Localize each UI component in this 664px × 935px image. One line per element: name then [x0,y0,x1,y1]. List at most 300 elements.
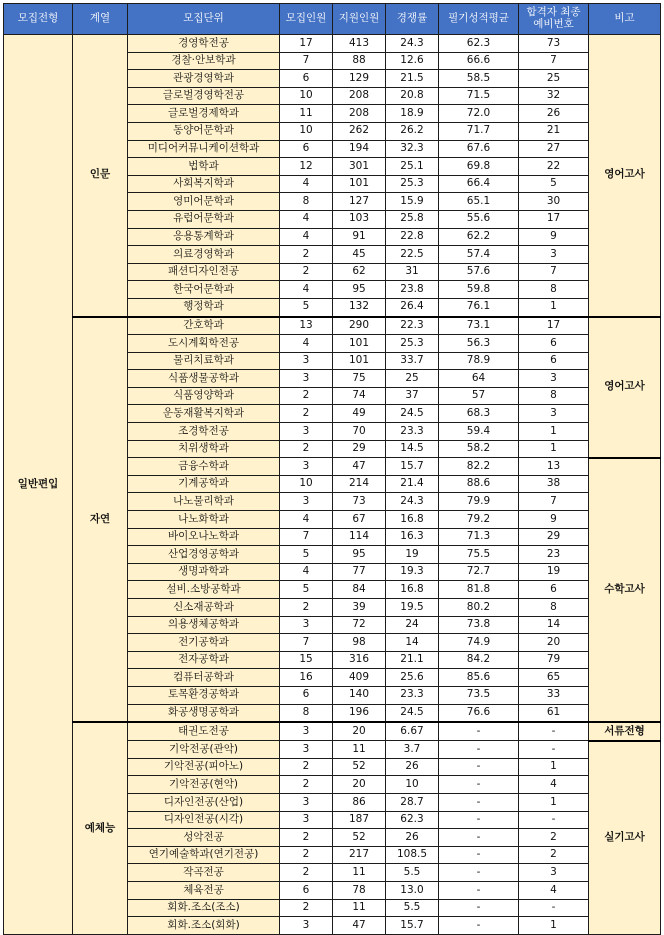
department-cell: 의용생체공학과 [128,616,280,634]
quota-cell: 3 [280,722,333,741]
applicants-cell: 86 [333,794,386,812]
table-row [4,35,661,53]
applicants-cell: 62 [333,263,386,281]
quota-cell: 6 [280,882,333,900]
applicants-cell: 47 [333,458,386,476]
department-cell: 글로벌경제학과 [128,105,280,123]
quota-cell: 2 [280,263,333,281]
written-score-average-cell: 74.9 [439,634,519,652]
table-header [4,4,661,35]
competition-rate-cell: 16.3 [386,528,439,546]
written-score-average-cell: 79.9 [439,493,519,511]
written-score-average-cell: 76.6 [439,704,519,722]
final-waitlist-number-cell: 13 [519,458,589,476]
written-score-average-cell: 59.4 [439,423,519,441]
competition-rate-cell: 23.8 [386,281,439,299]
quota-cell: 5 [280,298,333,316]
final-waitlist-number-cell: 2 [519,846,589,864]
final-waitlist-number-cell: - [519,741,589,759]
applicants-cell: 84 [333,581,386,599]
quota-cell: 10 [280,87,333,105]
applicants-cell: 187 [333,811,386,829]
department-cell: 기악전공(관악) [128,741,280,759]
written-score-average-cell: 68.3 [439,405,519,423]
field-cell: 예체능 [73,722,128,934]
competition-rate-cell: 25.8 [386,210,439,228]
final-waitlist-number-cell: 61 [519,704,589,722]
applicants-cell: 301 [333,158,386,176]
written-score-average-cell: 88.6 [439,475,519,493]
department-cell: 태권도전공 [128,722,280,741]
applicants-cell: 196 [333,704,386,722]
written-score-average-cell: 73.1 [439,317,519,335]
competition-rate-cell: 108.5 [386,846,439,864]
competition-rate-cell: 25.1 [386,158,439,176]
department-cell: 미디어커뮤니케이션학과 [128,140,280,158]
department-cell: 나노화학과 [128,511,280,529]
competition-rate-cell: 22.5 [386,246,439,264]
applicants-cell: 52 [333,758,386,776]
written-score-average-cell: - [439,829,519,847]
department-cell: 패션디자인전공 [128,263,280,281]
department-cell: 식품생물공학과 [128,370,280,388]
written-score-average-cell: 55.6 [439,210,519,228]
written-score-average-cell: 80.2 [439,599,519,617]
field-cell: 인문 [73,35,128,317]
applicants-cell: 129 [333,70,386,88]
competition-rate-cell: 19 [386,546,439,564]
department-cell: 토목환경공학과 [128,686,280,704]
quota-cell: 2 [280,846,333,864]
department-cell: 생명과학과 [128,563,280,581]
remarks-cell: 영어고사 [589,35,661,317]
final-waitlist-number-cell: 3 [519,370,589,388]
remarks-cell: 실기고사 [589,741,661,935]
final-waitlist-number-cell: 32 [519,87,589,105]
written-score-average-cell: - [439,776,519,794]
written-score-average-cell: 81.8 [439,581,519,599]
applicants-cell: 77 [333,563,386,581]
quota-cell: 2 [280,829,333,847]
quota-cell: 12 [280,158,333,176]
written-score-average-cell: 67.6 [439,140,519,158]
applicants-cell: 74 [333,387,386,405]
written-score-average-cell: 58.2 [439,440,519,458]
quota-cell: 11 [280,105,333,123]
competition-rate-cell: 21.5 [386,70,439,88]
quota-cell: 2 [280,440,333,458]
department-cell: 전기공학과 [128,634,280,652]
department-cell: 한국어문학과 [128,281,280,299]
department-cell: 조경학전공 [128,423,280,441]
quota-cell: 5 [280,581,333,599]
competition-rate-cell: 26 [386,829,439,847]
applicants-cell: 208 [333,87,386,105]
competition-rate-cell: 24.5 [386,704,439,722]
written-score-average-cell: 73.5 [439,686,519,704]
quota-cell: 2 [280,405,333,423]
written-score-average-cell: 72.7 [439,563,519,581]
department-cell: 간호학과 [128,317,280,335]
competition-rate-cell: 3.7 [386,741,439,759]
quota-cell: 2 [280,599,333,617]
final-waitlist-number-cell: 27 [519,140,589,158]
table-body [4,35,661,935]
quota-cell: 15 [280,651,333,669]
final-waitlist-number-cell: - [519,899,589,917]
quota-cell: 3 [280,423,333,441]
competition-rate-cell: 5.5 [386,899,439,917]
competition-rate-cell: 15.7 [386,458,439,476]
quota-cell: 6 [280,140,333,158]
applicants-cell: 316 [333,651,386,669]
applicants-cell: 29 [333,440,386,458]
competition-rate-cell: 15.7 [386,917,439,935]
quota-cell: 2 [280,758,333,776]
quota-cell: 3 [280,616,333,634]
competition-rate-cell: 37 [386,387,439,405]
quota-cell: 4 [280,210,333,228]
final-waitlist-number-cell: 73 [519,35,589,53]
written-score-average-cell: 73.8 [439,616,519,634]
department-cell: 화공생명공학과 [128,704,280,722]
written-score-average-cell: 57.6 [439,263,519,281]
quota-cell: 3 [280,370,333,388]
final-waitlist-number-cell: 6 [519,581,589,599]
applicants-cell: 11 [333,741,386,759]
final-waitlist-number-cell: - [519,811,589,829]
applicants-cell: 208 [333,105,386,123]
department-cell: 전자공학과 [128,651,280,669]
quota-cell: 7 [280,634,333,652]
written-score-average-cell: 66.6 [439,52,519,70]
written-score-average-cell: - [439,758,519,776]
quota-cell: 7 [280,52,333,70]
final-waitlist-number-cell: 65 [519,669,589,687]
department-cell: 신소재공학과 [128,599,280,617]
department-cell: 행정학과 [128,298,280,316]
competition-rate-cell: 24.5 [386,405,439,423]
written-score-average-cell: 71.5 [439,87,519,105]
final-waitlist-number-cell: 4 [519,882,589,900]
competition-rate-cell: 22.3 [386,317,439,335]
remarks-cell: 수학고사 [589,458,661,722]
written-score-average-cell: 64 [439,370,519,388]
quota-cell: 6 [280,70,333,88]
department-cell: 법학과 [128,158,280,176]
final-waitlist-number-cell: 3 [519,246,589,264]
applicants-cell: 11 [333,899,386,917]
applicants-cell: 132 [333,298,386,316]
header-remarks: 비고 [589,4,661,35]
competition-rate-cell: 19.3 [386,563,439,581]
applicants-cell: 67 [333,511,386,529]
applicants-cell: 140 [333,686,386,704]
final-waitlist-number-cell: 17 [519,210,589,228]
written-score-average-cell: - [439,899,519,917]
quota-cell: 4 [280,335,333,353]
applicants-cell: 98 [333,634,386,652]
final-waitlist-number-cell: 3 [519,405,589,423]
final-waitlist-number-cell: 4 [519,776,589,794]
applicants-cell: 95 [333,281,386,299]
quota-cell: 17 [280,35,333,53]
applicants-cell: 101 [333,352,386,370]
field-cell: 자연 [73,317,128,723]
competition-rate-cell: 16.8 [386,511,439,529]
written-score-average-cell: 72.0 [439,105,519,123]
written-score-average-cell: 57.4 [439,246,519,264]
competition-rate-cell: 12.6 [386,52,439,70]
competition-rate-cell: 18.9 [386,105,439,123]
written-score-average-cell: - [439,882,519,900]
final-waitlist-number-cell: 8 [519,599,589,617]
written-score-average-cell: - [439,846,519,864]
competition-rate-cell: 5.5 [386,864,439,882]
written-score-average-cell: 66.4 [439,175,519,193]
department-cell: 산업경영공학과 [128,546,280,564]
header-final-waitlist-number [519,4,589,35]
department-cell: 기계공학과 [128,475,280,493]
written-score-average-cell: 85.6 [439,669,519,687]
applicants-cell: 217 [333,846,386,864]
final-waitlist-number-cell: 20 [519,634,589,652]
applicants-cell: 214 [333,475,386,493]
written-score-average-cell: 71.7 [439,122,519,140]
written-score-average-cell: - [439,917,519,935]
quota-cell: 5 [280,546,333,564]
applicants-cell: 39 [333,599,386,617]
quota-cell: 7 [280,528,333,546]
header-quota: 모집인원 [280,4,333,35]
competition-rate-cell: 19.5 [386,599,439,617]
department-cell: 작곡전공 [128,864,280,882]
department-cell: 도시계획학전공 [128,335,280,353]
header-final-waitlist-line1: 합격자 최종 [526,6,581,19]
department-cell: 디자인전공(시각) [128,811,280,829]
written-score-average-cell: - [439,864,519,882]
competition-rate-cell: 25.6 [386,669,439,687]
quota-cell: 2 [280,776,333,794]
competition-rate-cell: 13.0 [386,882,439,900]
final-waitlist-number-cell: 5 [519,175,589,193]
final-waitlist-number-cell: 1 [519,298,589,316]
quota-cell: 16 [280,669,333,687]
applicants-cell: 88 [333,52,386,70]
applicants-cell: 127 [333,193,386,211]
final-waitlist-number-cell: 1 [519,917,589,935]
competition-rate-cell: 25.3 [386,175,439,193]
quota-cell: 6 [280,686,333,704]
department-cell: 기악전공(피아노) [128,758,280,776]
department-cell: 컴퓨터공학과 [128,669,280,687]
department-cell: 경영학전공 [128,35,280,53]
department-cell: 유럽어문학과 [128,210,280,228]
competition-rate-cell: 14 [386,634,439,652]
header-field: 계열 [73,4,128,35]
quota-cell: 3 [280,794,333,812]
quota-cell: 2 [280,864,333,882]
final-waitlist-number-cell: 1 [519,758,589,776]
competition-rate-cell: 26.4 [386,298,439,316]
quota-cell: 3 [280,741,333,759]
competition-rate-cell: 21.4 [386,475,439,493]
competition-rate-cell: 20.8 [386,87,439,105]
final-waitlist-number-cell: 23 [519,546,589,564]
written-score-average-cell: - [439,811,519,829]
competition-rate-cell: 14.5 [386,440,439,458]
department-cell: 회화.조소(조소) [128,899,280,917]
written-score-average-cell: - [439,722,519,741]
competition-rate-cell: 33.7 [386,352,439,370]
department-cell: 체육전공 [128,882,280,900]
remarks-cell: 서류전형 [589,722,661,741]
written-score-average-cell: 62.2 [439,228,519,246]
final-waitlist-number-cell: 6 [519,352,589,370]
quota-cell: 8 [280,704,333,722]
department-cell: 식품영양학과 [128,387,280,405]
applicants-cell: 20 [333,776,386,794]
applicants-cell: 409 [333,669,386,687]
competition-rate-cell: 25 [386,370,439,388]
competition-rate-cell: 24.3 [386,493,439,511]
written-score-average-cell: 58.5 [439,70,519,88]
department-cell: 사회복지학과 [128,175,280,193]
applicants-cell: 75 [333,370,386,388]
competition-rate-cell: 16.8 [386,581,439,599]
header-final-waitlist-line2: 예비번호 [533,18,574,30]
department-cell: 동양어문학과 [128,122,280,140]
quota-cell: 4 [280,563,333,581]
header-written-score-average: 필기성적평균 [439,4,519,35]
final-waitlist-number-cell: 1 [519,423,589,441]
department-cell: 회화.조소(회화) [128,917,280,935]
competition-rate-cell: 23.3 [386,686,439,704]
department-cell: 경찰·안보학과 [128,52,280,70]
applicants-cell: 103 [333,210,386,228]
department-cell: 치위생학과 [128,440,280,458]
applicants-cell: 49 [333,405,386,423]
department-cell: 관광경영학과 [128,70,280,88]
applicants-cell: 101 [333,175,386,193]
applicants-cell: 11 [333,864,386,882]
department-cell: 물리치료학과 [128,352,280,370]
department-cell: 글로벌경영학전공 [128,87,280,105]
quota-cell: 4 [280,228,333,246]
written-score-average-cell: 69.8 [439,158,519,176]
written-score-average-cell: 79.2 [439,511,519,529]
competition-rate-cell: 22.8 [386,228,439,246]
final-waitlist-number-cell: 25 [519,70,589,88]
final-waitlist-number-cell: 21 [519,122,589,140]
competition-rate-cell: 31 [386,263,439,281]
competition-rate-cell: 26 [386,758,439,776]
competition-rate-cell: 62.3 [386,811,439,829]
final-waitlist-number-cell: 79 [519,651,589,669]
final-waitlist-number-cell: 30 [519,193,589,211]
competition-rate-cell: 26.2 [386,122,439,140]
applicants-cell: 91 [333,228,386,246]
final-waitlist-number-cell: 2 [519,829,589,847]
applicants-cell: 114 [333,528,386,546]
final-waitlist-number-cell: 3 [519,864,589,882]
final-waitlist-number-cell: 33 [519,686,589,704]
written-score-average-cell: 62.3 [439,35,519,53]
competition-rate-cell: 28.7 [386,794,439,812]
written-score-average-cell: - [439,794,519,812]
final-waitlist-number-cell: 19 [519,563,589,581]
final-waitlist-number-cell: 26 [519,105,589,123]
competition-rate-cell: 24.3 [386,35,439,53]
quota-cell: 13 [280,317,333,335]
final-waitlist-number-cell: 8 [519,281,589,299]
header-department: 모집단위 [128,4,280,35]
applicants-cell: 72 [333,616,386,634]
header-competition-rate: 경쟁률 [386,4,439,35]
quota-cell: 3 [280,811,333,829]
final-waitlist-number-cell: 7 [519,493,589,511]
final-waitlist-number-cell: 9 [519,228,589,246]
written-score-average-cell: - [439,741,519,759]
quota-cell: 4 [280,175,333,193]
written-score-average-cell: 56.3 [439,335,519,353]
final-waitlist-number-cell: - [519,722,589,741]
written-score-average-cell: 82.2 [439,458,519,476]
competition-rate-cell: 23.3 [386,423,439,441]
applicants-cell: 45 [333,246,386,264]
header-admission-type: 모집전형 [4,4,73,35]
remarks-cell: 영어고사 [589,317,661,458]
final-waitlist-number-cell: 9 [519,511,589,529]
final-waitlist-number-cell: 22 [519,158,589,176]
applicants-cell: 95 [333,546,386,564]
quota-cell: 2 [280,246,333,264]
written-score-average-cell: 75.5 [439,546,519,564]
written-score-average-cell: 78.9 [439,352,519,370]
department-cell: 연기예술학과(연기전공) [128,846,280,864]
quota-cell: 10 [280,122,333,140]
written-score-average-cell: 71.3 [439,528,519,546]
final-waitlist-number-cell: 7 [519,263,589,281]
department-cell: 기악전공(현악) [128,776,280,794]
competition-rate-cell: 21.1 [386,651,439,669]
applicants-cell: 290 [333,317,386,335]
competition-rate-cell: 32.3 [386,140,439,158]
applicants-cell: 194 [333,140,386,158]
final-waitlist-number-cell: 6 [519,335,589,353]
quota-cell: 3 [280,458,333,476]
written-score-average-cell: 84.2 [439,651,519,669]
competition-rate-cell: 24 [386,616,439,634]
quota-cell: 3 [280,493,333,511]
department-cell: 응용통계학과 [128,228,280,246]
department-cell: 의료경영학과 [128,246,280,264]
competition-rate-cell: 10 [386,776,439,794]
applicants-cell: 413 [333,35,386,53]
department-cell: 바이오나노학과 [128,528,280,546]
quota-cell: 8 [280,193,333,211]
written-score-average-cell: 57 [439,387,519,405]
final-waitlist-number-cell: 38 [519,475,589,493]
quota-cell: 2 [280,899,333,917]
applicants-cell: 20 [333,722,386,741]
written-score-average-cell: 59.8 [439,281,519,299]
final-waitlist-number-cell: 29 [519,528,589,546]
header-applicants: 지원인원 [333,4,386,35]
department-cell: 영미어문학과 [128,193,280,211]
final-waitlist-number-cell: 1 [519,440,589,458]
admission-results-table-container [3,3,661,935]
